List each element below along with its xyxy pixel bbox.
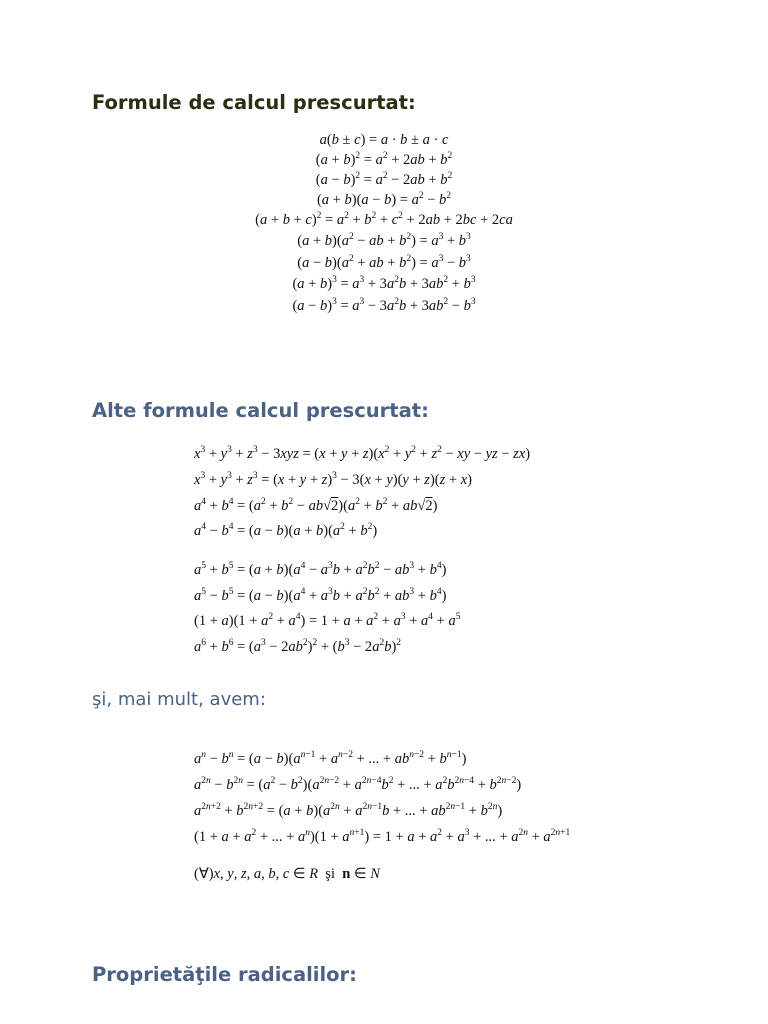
formula-line: $(a - b)^2 = a^2 - 2ab + b^2$ — [315, 171, 453, 188]
formula-line: a(b ± c) = a · b ± a · c — [319, 132, 449, 148]
heading-formule-calcul-prescurtat: Formule de calcul prescurtat: — [92, 91, 416, 114]
formula-line: $a^4 + b^4 = (a^2 + b^2 - ab√2)(a^2 + b^2 + ab√2)$ — [194, 497, 438, 514]
formula-line: $(a + b)(a^2$ − ab + $b^2) = a^3 + b^3$ — [297, 232, 471, 249]
formula-line: $x^3 + y^3 + z^3 = (x + y + z)^3 - 3(x + y)(y + z)(z + x)$ — [194, 471, 472, 488]
formula-line: $a^n - b^n = (a - b)(a^{n-1} + a^{n-2}$ + ... + $ab^{n-2} + b^{n-1}$) — [194, 750, 467, 767]
formula-line: $(1 + a)(1 + a^2 + a^4) = 1 + a + a^2 + a^3 + a^4 + a^5$ — [194, 612, 461, 629]
formula-line: $a^{2n} - b^{2n} = (a^2 - b^2)(a^{2n-2} + a^{2n-4}b^2$ + ... + $a^2b^{2n-4} + b^{2n-2}$) — [194, 776, 522, 793]
formula-line: $a^6 + b^6 = (a^3 - 2ab^2)^2 + (b^3 - 2a^2b)^2$ — [194, 638, 402, 655]
formula-line: $(a - b)(a^2$ + ab + $b^2) = a^3 - b^3$ — [297, 254, 471, 271]
heading-proprietatile-radicalilor: Proprietăţile radicalilor: — [92, 963, 357, 986]
formula-line: $(a + b + c)^2 = a^2 + b^2 + c^2 + 2ab + 2bc + 2ca$ — [255, 211, 513, 228]
formula-line: $(a + b)^2 = a^2 + 2ab + b^2$ — [315, 151, 453, 168]
formula-line: ($1 + a + a^2$ + ... + $a^n)(1 + a^{n+1}) = 1 + a + a^2 + a^3$ + ... + $a^{2n} + a^{2n+1}$ — [194, 828, 571, 845]
formula-line: $(a - b)^3 = a^3 - 3a^2b + 3ab^2 - b^3$ — [292, 297, 476, 314]
formula-line: $a^5 - b^5 = (a - b)(a^4 + a^3b + a^2b^2 + ab^3 + b^4)$ — [194, 587, 447, 604]
heading-alte-formule: Alte formule calcul prescurtat: — [92, 399, 429, 422]
formula-line: $a^{2n+2} + b^{2n+2} = (a + b)(a^{2n} + a^{2n-1}b$ + ... + $ab^{2n-1} + b^{2n}$) — [194, 802, 503, 819]
formula-line: $(a + b)(a - b) = a^2 - b^2$ — [316, 191, 452, 208]
formula-line: $a^4 - b^4 = (a - b)(a + b)(a^2 + b^2)$ — [194, 522, 378, 539]
formula-line: $(a + b)^3 = a^3 + 3a^2b + 3ab^2 + b^3$ — [292, 275, 476, 292]
formula-line: $a^5 + b^5 = (a + b)(a^4 - a^3b + a^2b^2 - ab^3 + b^4)$ — [194, 561, 447, 578]
formula-line: (∀)x, y, z, a, b, c ∈ R şi n ∈ N — [194, 866, 380, 882]
formula-line: $x^3 + y^3 + z^3 - 3xyz = (x + y + z)(x^2 + y^2 + z^2$ − xy − yz − zx) — [194, 445, 531, 462]
subheading-si-mai-mult: şi, mai mult, avem: — [92, 689, 266, 710]
